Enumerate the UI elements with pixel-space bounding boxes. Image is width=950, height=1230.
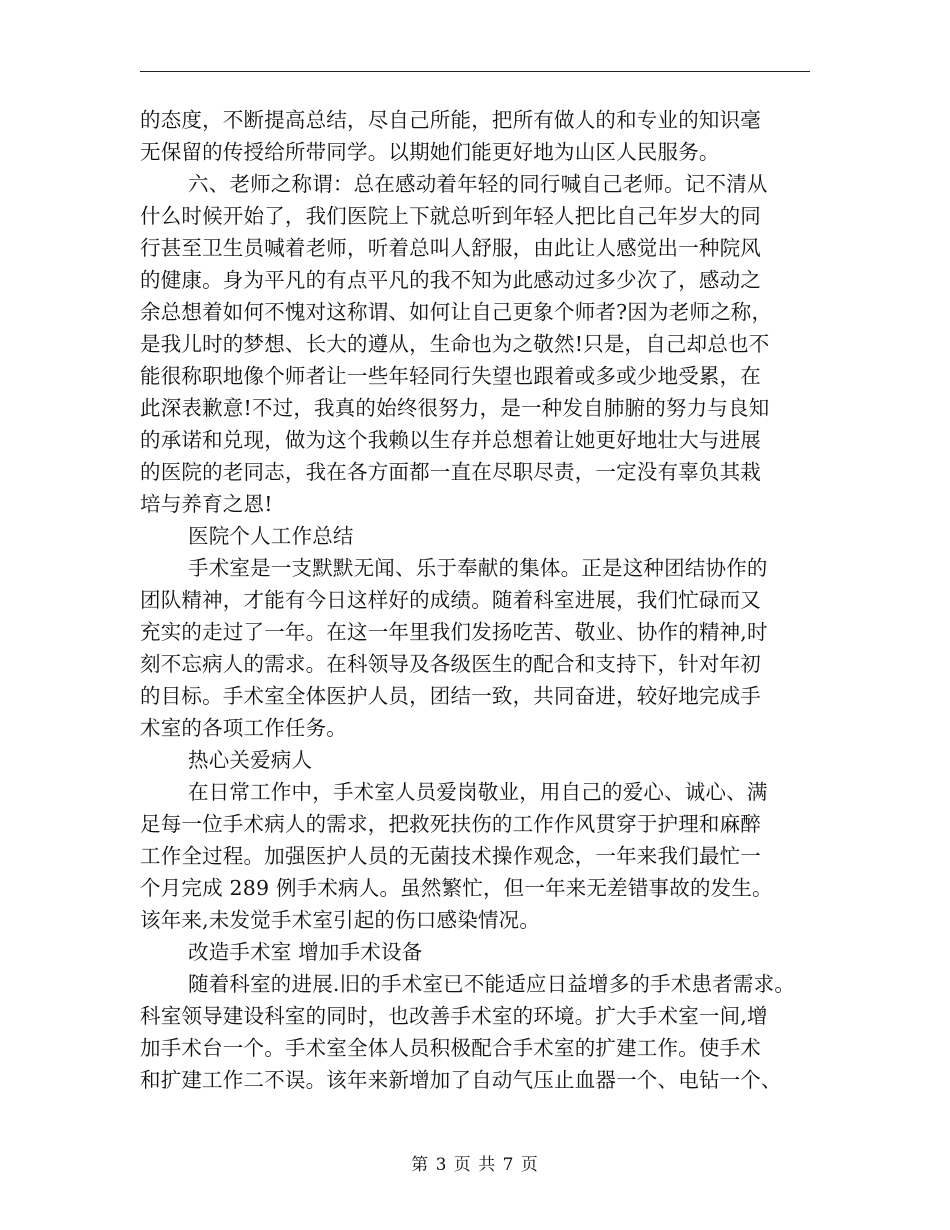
text-line: 是我儿时的梦想、长大的遵从，生命也为之敬然!只是，自己却总也不 <box>140 332 770 356</box>
text-line: 此深表歉意!不过，我真的始终很努力，是一种发自肺腑的努力与良知 <box>140 396 770 420</box>
document-body <box>140 104 830 1096</box>
text-line: 改造手术室 增加手术设备 <box>188 940 423 964</box>
text-line: 在日常工作中，手术室人员爱岗敬业，用自己的爱心、诚心、满 <box>188 780 768 804</box>
text-line: 行甚至卫生员喊着老师，听着总叫人舒服，由此让人感觉出一种院风 <box>140 236 761 260</box>
text-line: 加手术台一个。手术室全体人员积极配合手术室的扩建工作。使手术 <box>140 1036 761 1060</box>
text-line: 随着科室的进展.旧的手术室已不能适应日益增多的手术患者需求。 <box>188 972 796 996</box>
text-line: 团队精神，才能有今日这样好的成绩。随着科室进展，我们忙碌而又 <box>140 588 761 612</box>
text-line: 个月完成 289 例手术病人。虽然繁忙，但一年来无差错事故的发生。 <box>140 876 773 900</box>
text-line: 的医院的老同志，我在各方面都一直在尽职尽责，一定没有辜负其栽 <box>140 460 761 484</box>
page-number-footer: 第 3 页 共 7 页 <box>411 1155 539 1175</box>
text-line: 工作全过程。加强医护人员的无菌技术操作观念，一年来我们最忙一 <box>140 844 761 868</box>
text-line: 热心关爱病人 <box>188 748 313 772</box>
text-line: 科室领导建设科室的同时，也改善手术室的环境。扩大手术室一间,增 <box>140 1004 768 1028</box>
text-line: 术室的各项工作任务。 <box>140 716 347 740</box>
text-line: 能很称职地像个师者让一些年轻同行失望也跟着或多或少地受累，在 <box>140 364 761 388</box>
text-line: 的态度，不断提高总结，尽自己所能，把所有做人的和专业的知识毫 <box>140 108 761 132</box>
text-line: 的承诺和兑现，做为这个我赖以生存并总想着让她更好地壮大与进展 <box>140 428 761 452</box>
text-line: 余总想着如何不愧对这称谓、如何让自己更象个师者?因为老师之称， <box>140 300 773 324</box>
text-line: 足每一位手术病人的需求，把救死扶伤的工作作风贯穿于护理和麻醉 <box>140 812 761 836</box>
text-line: 和扩建工作二不误。该年来新增加了自动气压止血器一个、电钻一个、 <box>140 1068 782 1092</box>
text-line: 刻不忘病人的需求。在科领导及各级医生的配合和支持下，针对年初 <box>140 652 761 676</box>
text-line: 培与养育之恩! <box>140 492 273 516</box>
text-line: 的目标。手术室全体医护人员，团结一致，共同奋进，较好地完成手 <box>140 684 761 708</box>
text-line: 手术室是一支默默无闻、乐于奉献的集体。正是这种团结协作的 <box>188 556 768 580</box>
text-line: 充实的走过了一年。在这一年里我们发扬吃苦、敬业、协作的精神,时 <box>140 620 768 644</box>
header-rule <box>140 71 810 72</box>
text-line: 的健康。身为平凡的有点平凡的我不知为此感动过多少次了，感动之 <box>140 268 761 292</box>
text-line: 六、老师之称谓：总在感动着年轻的同行喊自己老师。记不清从 <box>188 172 768 196</box>
text-line: 医院个人工作总结 <box>188 524 354 548</box>
text-line: 什么时候开始了，我们医院上下就总听到年轻人把比自己年岁大的同 <box>140 204 761 228</box>
text-line: 无保留的传授给所带同学。以期她们能更好地为山区人民服务。 <box>140 140 720 164</box>
text-line: 该年来,未发觉手术室引起的伤口感染情况。 <box>140 908 541 932</box>
